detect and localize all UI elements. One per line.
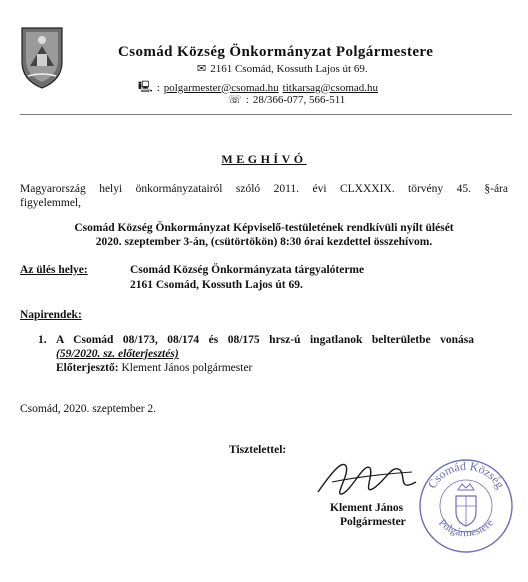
presenter-name: Klement János polgármester [121, 362, 253, 374]
office-title: Csomád Község Önkormányzat Polgármestere [118, 44, 434, 60]
agenda-item-reference [56, 348, 179, 360]
agenda-label: Napirendek: [20, 309, 82, 321]
venue-line-2: 2161 Csomád, Kossuth Lajos út 69. [130, 279, 303, 291]
dateline: Csomád, 2020. szeptember 2. [20, 403, 157, 415]
envelope-icon: ✉ [197, 62, 207, 75]
convene-line-1: Csomád Község Önkormányzat Képviselő-testületének rendkívüli nyílt ülését [74, 222, 454, 234]
stamp-text-bottom: Polgármestere [436, 516, 496, 540]
intro-line-1: Magyarország helyi önkormányzatairól szóló 2011. évi CLXXXIX. törvény 45. §-ára [20, 183, 508, 195]
coat-of-arms-icon [20, 26, 64, 90]
stamp-text-top: Csomád Község [424, 458, 508, 491]
email-link-primary[interactable]: polgarmester@csomad.hu [163, 81, 279, 94]
document-heading: MEGHÍVÓ [221, 152, 307, 166]
agenda-item-number: 1. [38, 334, 47, 346]
computer-icon: 🖳 [138, 80, 153, 93]
agenda-item-presenter [56, 362, 252, 374]
phone-text: 28/366-077, 566-511 [252, 93, 346, 106]
venue-label: Az ülés helye: [20, 264, 88, 276]
email-link-secondary[interactable]: titkarsag@csomad.hu [282, 81, 379, 94]
signer-name: Klement János [330, 502, 404, 514]
header-divider [20, 114, 512, 115]
phone-line: ☏ : 28/366-077, 566-511 [228, 93, 346, 106]
official-stamp-icon [414, 450, 518, 554]
venue-line-1: Csomád Község Önkormányzata tárgyalóterme [130, 264, 365, 276]
agenda-item-title: A Csomád 08/173, 08/174 és 08/175 hrsz-ú ingatlanok belterületbe vonása [56, 334, 474, 346]
intro-line-2: figyelemmel, [20, 197, 81, 209]
svg-text:Csomád Község [425, 459, 508, 491]
telephone-icon: ☏ [228, 93, 242, 106]
presenter-label: Előterjesztő: [56, 362, 119, 374]
address-line [197, 62, 368, 75]
closing-salutation: Tisztelettel: [229, 444, 287, 456]
email-line: 🖳 : polgarmester@csomad.hu titkarsag@csomad.hu [138, 78, 378, 97]
convene-line-2: 2020. szeptember 3-án, (csütörtökön) 8:30 órai kezdettel összehívom. [95, 236, 433, 248]
address-text: 2161 Csomád, Kossuth Lajos út 69. [210, 62, 368, 75]
agenda-item-ref-text: (59/2020. sz. előterjesztés) [56, 348, 179, 360]
signer-title: Polgármester [340, 516, 406, 528]
